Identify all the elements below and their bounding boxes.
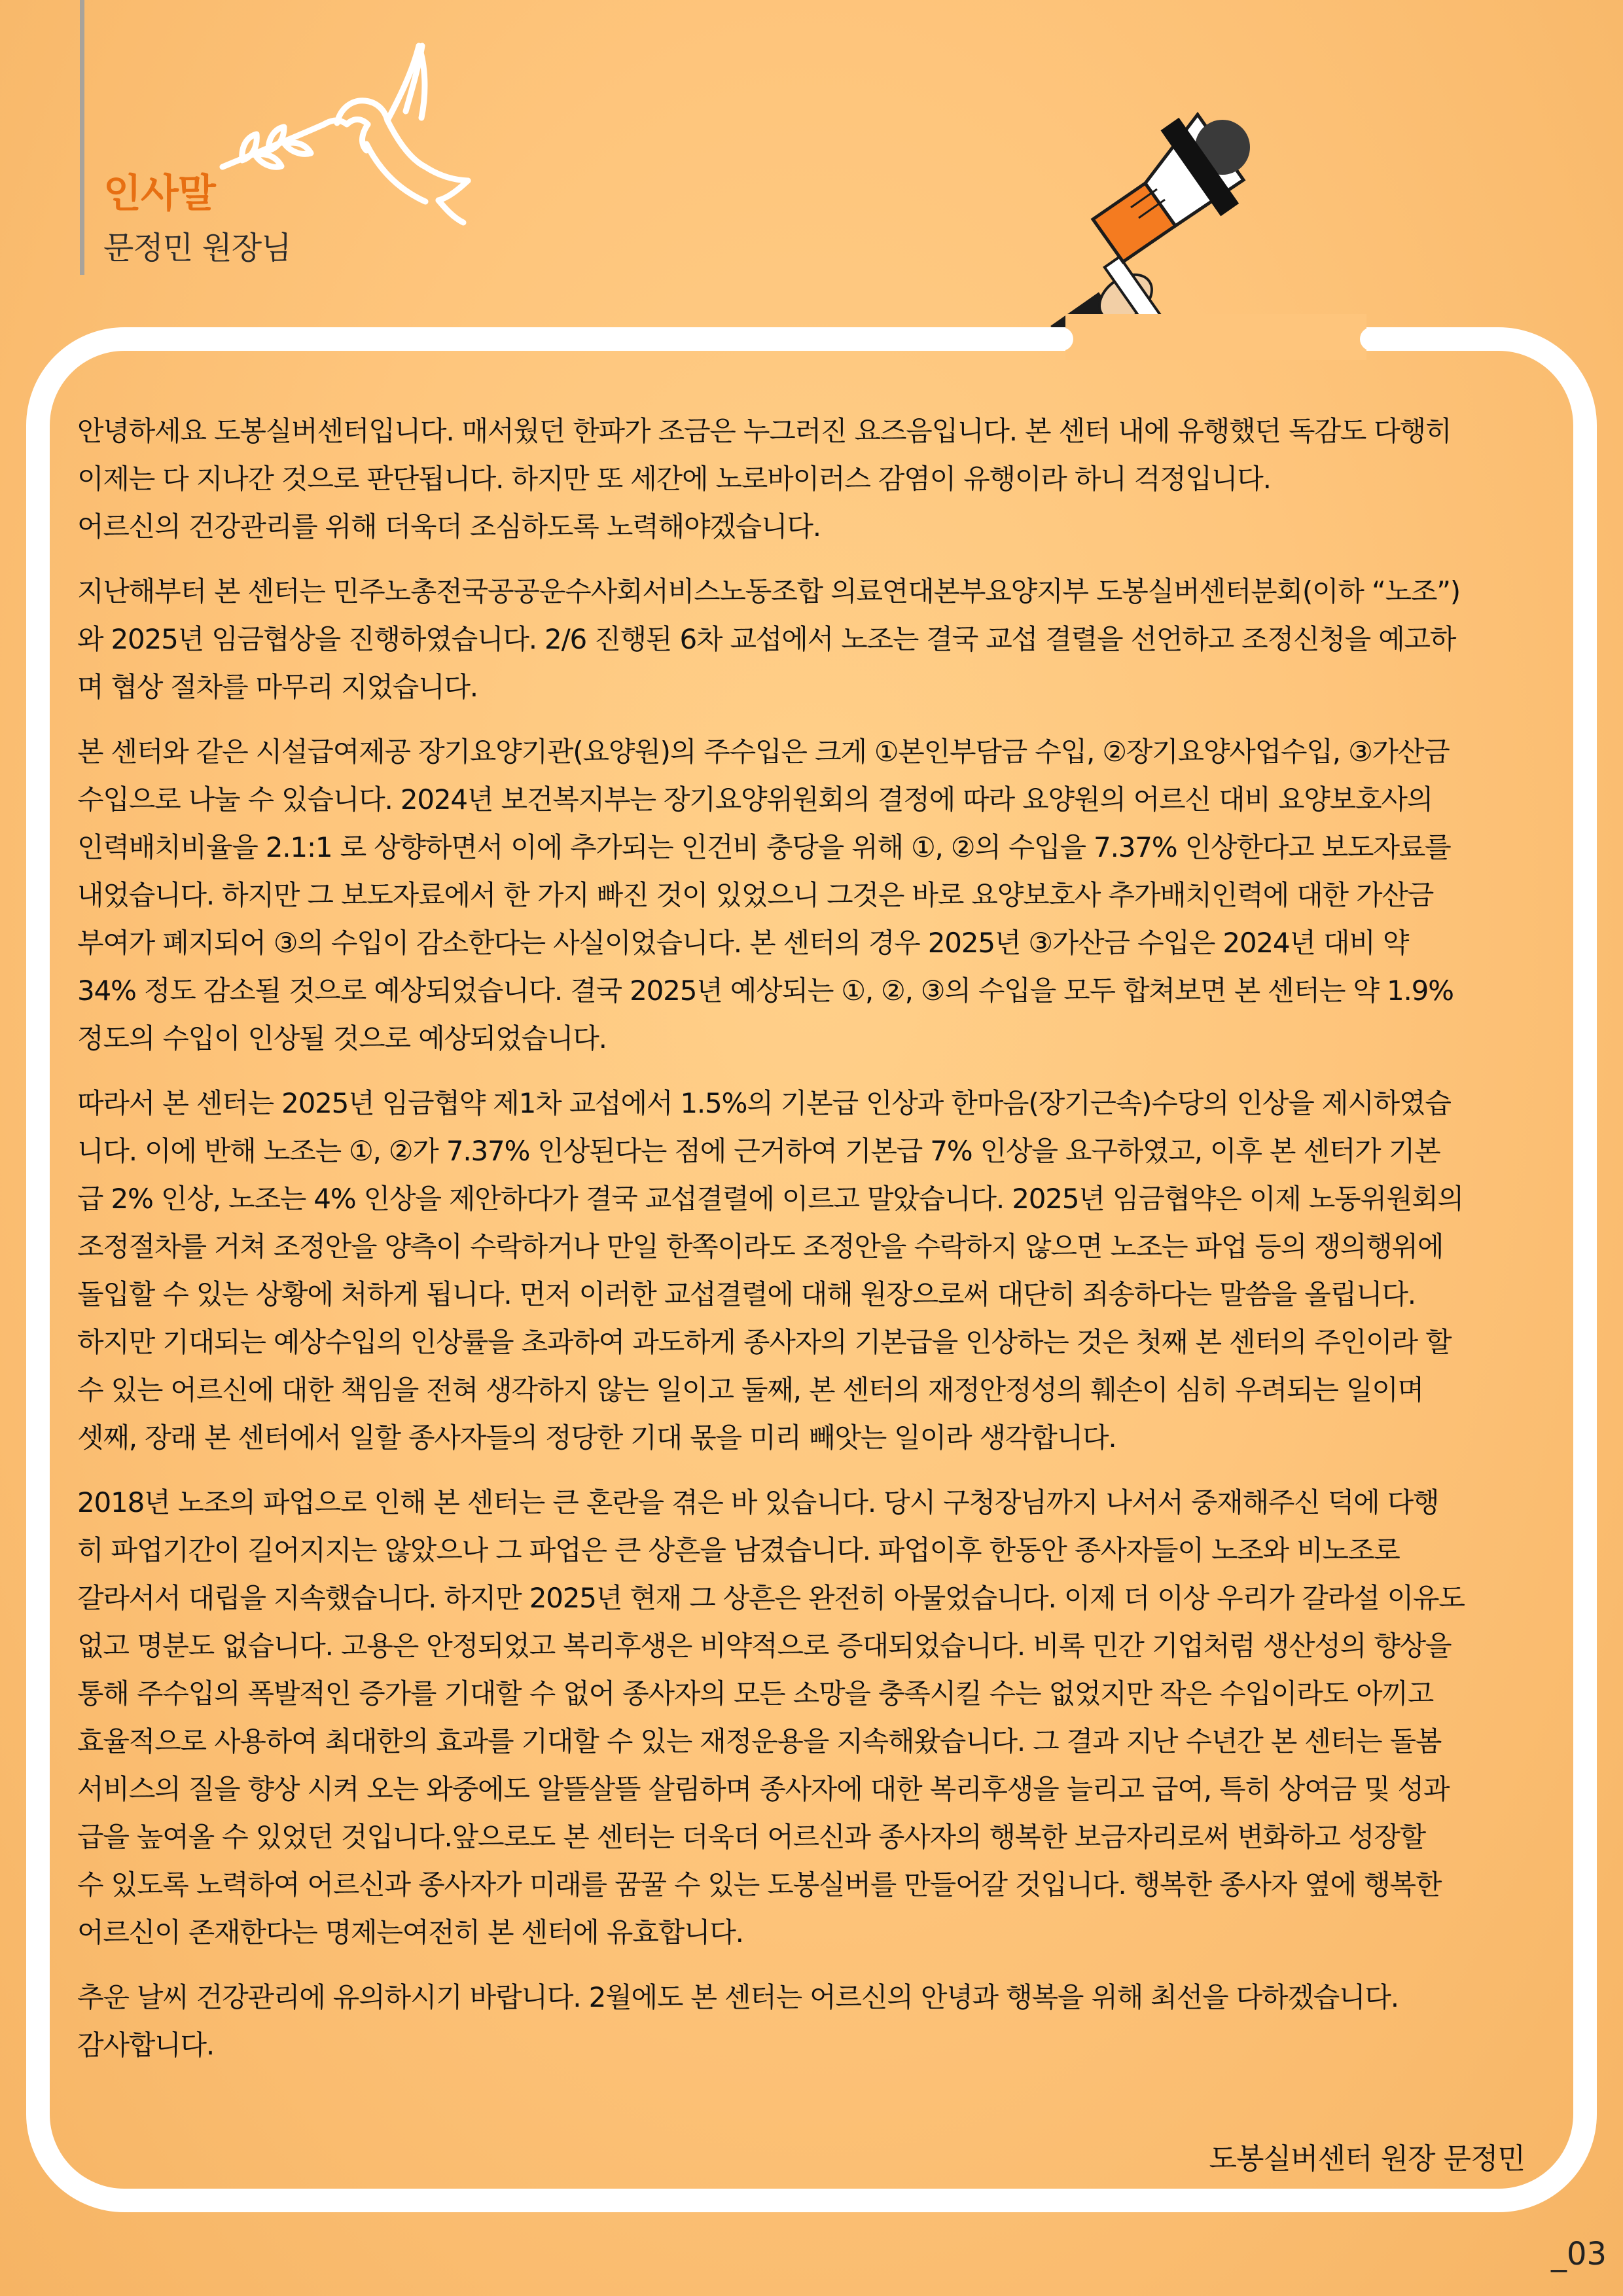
- page-number: _03: [1551, 2236, 1607, 2272]
- page-subtitle: 문정민 원장님: [103, 230, 291, 266]
- header-accent-bar: [80, 0, 84, 275]
- dove-icon: [216, 26, 478, 242]
- paragraph-1: 안녕하세요 도봉실버센터입니다. 매서웠던 한파가 조금은 누그러진 요즈음입니다. 본 센터 내에 유행했던 독감도 다행히 이제는 다 지나간 것으로 판단됩니다. 하지만 또 세간에 노로바이러스 감염이 유행이라 하니 걱정입니다. 어르신의 건강관리를 위해 더욱더 조심하도록 노력해야겠습니다.: [77, 415, 1452, 543]
- signature: 도봉실버센터 원장 문정민: [1209, 2142, 1525, 2176]
- paragraph-5: 2018년 노조의 파업으로 인해 본 센터는 큰 혼란을 겪은 바 있습니다. 당시 구청장님까지 나서서 중재해주신 덕에 다행 히 파업기간이 길어지지는 않았으나 그 파업은 큰 상흔을 남겼습니다. 파업이후 한동안 종사자들이 노조와 비노조로 갈라서서 대립을 지속했습니다. 하지만 2025년 현재 그 상흔은 완전히 아물었습니다. 이제 더 이상 우리가 갈라설 이유도 없고 명분도 없습니다. 고용은 안정되었고 복리후생은 비약적으로 증대되었습니다. 비록 민간 기업처럼 생산성의 향상을 통해 주수입의 폭발적인 증가를 기대할 수 없어 종사자의 모든 소망을 충족시킬 수는 없었지만 작은 수입이라도 아끼고 효율적으로 사용하여 최대한의 효과를 기대할 수 있는 재정운용을 지속해왔습니다. 그 결과 지난 수년간 본 센터는 돌봄 서비스의 질을 향상 시켜 오는 와중에도 알뜰살뜰 살림하며 종사자에 대한 복리후생을 늘리고 급여, 특히 상여금 및 성과 급을 높여올 수 있었던 것입니다.앞으로도 본 센터는 더욱더 어르신과 종사자의 행복한 보금자리로써 변화하고 성장할 수 있도록 노력하여 어르신과 종사자가 미래를 꿈꿀 수 있는 도봉실버를 만들어갈 것입니다. 행복한 종사자 옆에 행복한 어르신이 존재한다는 명제는여전히 본 센터에 유효합니다.: [77, 1486, 1465, 1948]
- frame-cap-right: [1360, 327, 1383, 351]
- paragraph-6: 추운 날씨 건강관리에 유의하시기 바랍니다. 2월에도 본 센터는 어르신의 안녕과 행복을 위해 최선을 다하겠습니다. 감사합니다.: [77, 1981, 1399, 2061]
- paragraph-2: 지난해부터 본 센터는 민주노총전국공공운수사회서비스노동조합 의료연대본부요양지부 도봉실버센터분회(이하 “노조”) 와 2025년 임금협상을 진행하였습니다. 2/6 진행된 6차 교섭에서 노조는 결국 교섭 결렬을 선언하고 조정신청을 예고하 며 협상 절차를 마무리 지었습니다.: [77, 575, 1460, 703]
- page-title: 인사말: [103, 171, 215, 217]
- paragraph-3: 본 센터와 같은 시설급여제공 장기요양기관(요양원)의 주수입은 크게 ①본인부담금 수입, ②장기요양사업수입, ③가산금 수입으로 나눌 수 있습니다. 2024년 보건복지부는 장기요양위원회의 결정에 따라 요양원의 어르신 대비 요양보호사의 인력배치비율을 2.1:1 로 상향하면서 이에 추가되는 인건비 충당을 위해 ①, ②의 수입을 7.37% 인상한다고 보도자료를 내었습니다. 하지만 그 보도자료에서 한 가지 빠진 것이 있었으니 그것은 바로 요양보호사 추가배치인력에 대한 가산금 부여가 폐지되어 ③의 수입이 감소한다는 사실이었습니다. 본 센터의 경우 2025년 ③가산금 수입은 2024년 대비 약 34% 정도 감소될 것으로 예상되었습니다. 결국 2025년 예상되는 ①, ②, ③의 수입을 모두 합쳐보면 본 센터는 약 1.9% 정도의 수입이 인상될 것으로 예상되었습니다.: [77, 736, 1454, 1054]
- frame-cap-left: [1050, 327, 1073, 351]
- frame-gap: [1065, 314, 1366, 360]
- paragraph-4: 따라서 본 센터는 2025년 임금협약 제1차 교섭에서 1.5%의 기본급 인상과 한마음(장기근속)수당의 인상을 제시하였습 니다. 이에 반해 노조는 ①, ②가 7.37% 인상된다는 점에 근거하여 기본급 7% 인상을 요구하였고, 이후 본 센터가 기본 급 2% 인상, 노조는 4% 인상을 제안하다가 결국 교섭결렬에 이르고 말았습니다. 2025년 임금협약은 이제 노동위원회의 조정절차를 거쳐 조정안을 양측이 수락하거나 만일 한쪽이라도 조정안을 수락하지 않으면 노조는 파업 등의 쟁의행위에 돌입할 수 있는 상황에 처하게 됩니다. 먼저 이러한 교섭결렬에 대해 원장으로써 대단히 죄송하다는 말씀을 올립니다. 하지만 기대되는 예상수입의 인상률을 초과하여 과도하게 종사자의 기본급을 인상하는 것은 첫째 본 센터의 주인이라 할 수 있는 어르신에 대한 책임을 전혀 생각하지 않는 일이고 둘째, 본 센터의 재정안정성의 훼손이 심히 우려되는 일이며 셋째, 장래 본 센터에서 일할 종사자들의 정당한 기대 몫을 미리 빼앗는 일이라 생각합니다.: [77, 1087, 1463, 1454]
- greeting-body: [77, 407, 1556, 2086]
